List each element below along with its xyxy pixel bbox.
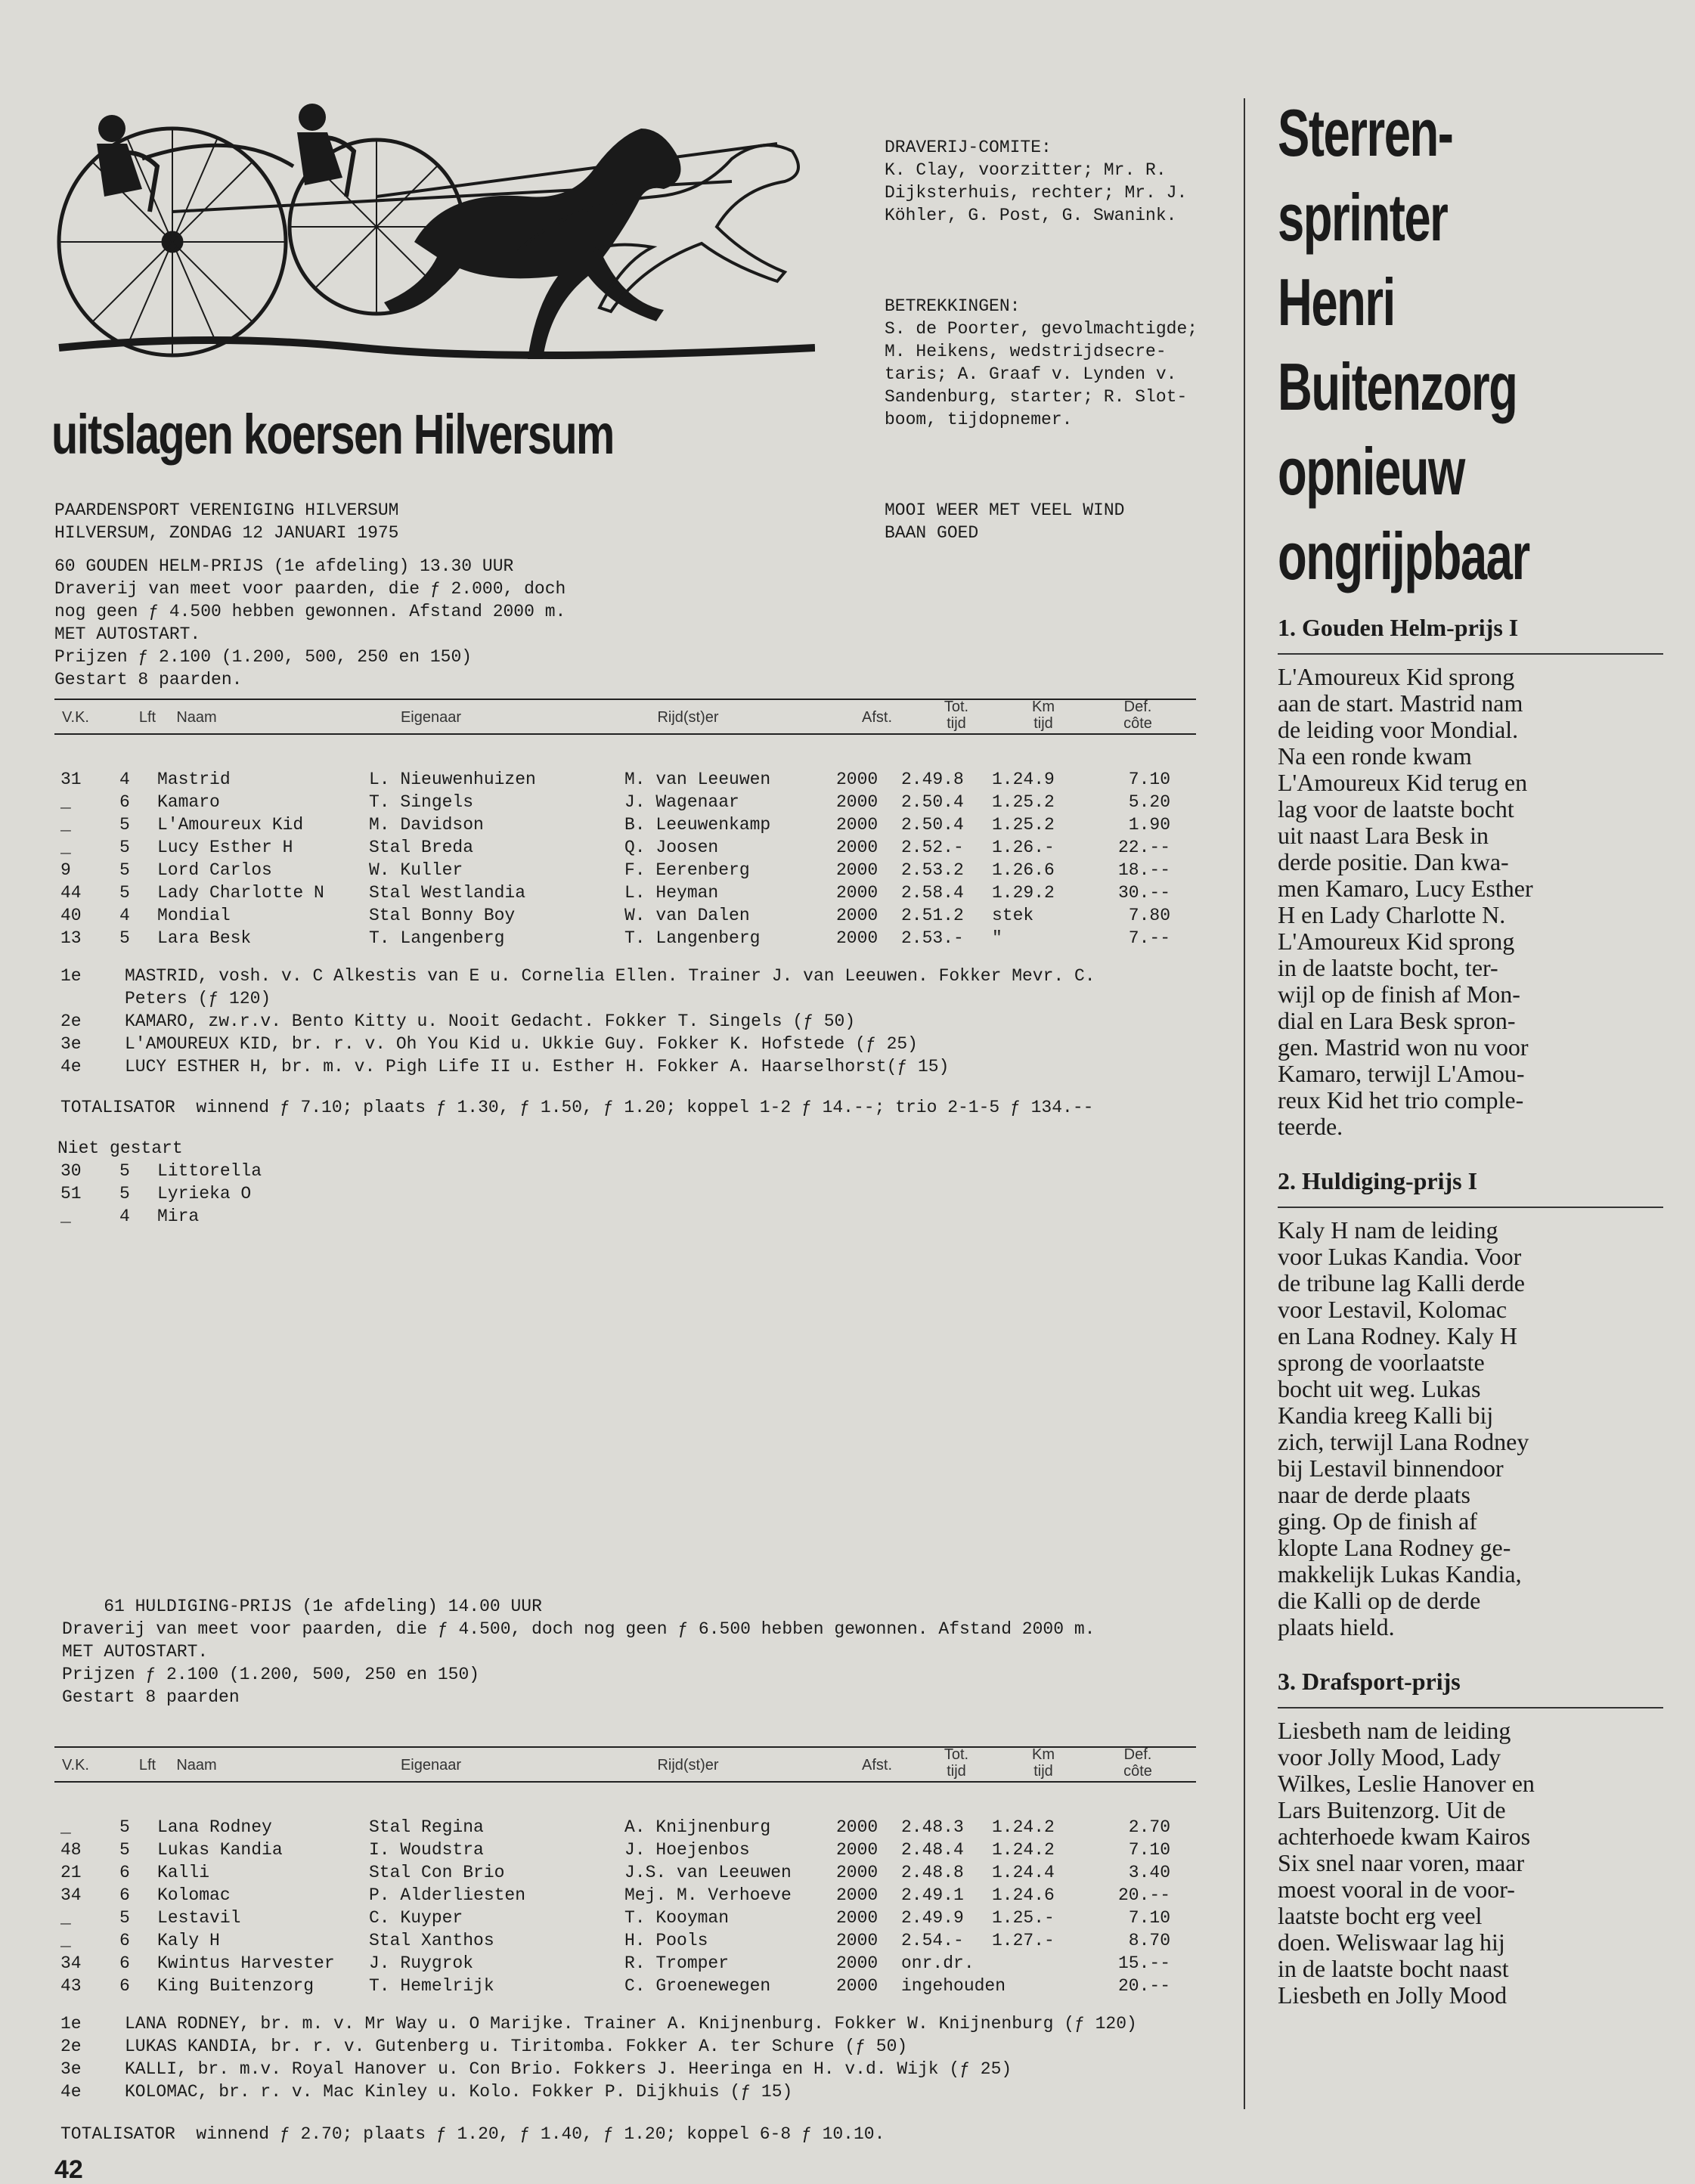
section-rule	[1278, 1207, 1663, 1208]
place-position: 4e	[60, 1057, 82, 1077]
place-description: LANA RODNEY, br. m. v. Mr Way u. O Marijke. Trainer A. Knijnenburg. Fokker W. Knijnenburg (ƒ 120)	[125, 2014, 1137, 2034]
section-line: gen. Mastrid won nu voor	[1278, 1033, 1529, 1061]
row-vk: 21	[60, 1863, 82, 1882]
row-lft: 5	[119, 1840, 130, 1860]
section-line: L'Amoureux Kid terug en	[1278, 769, 1528, 796]
column-header: Tot. tijd	[944, 1746, 969, 1780]
row-total-time: 2.48.3	[901, 1817, 964, 1837]
section-line: Wilkes, Leslie Hanover en	[1278, 1770, 1535, 1797]
row-km-time: 1.25.2	[992, 815, 1055, 835]
row-total-time: 2.48.8	[901, 1863, 964, 1882]
row-distance: 2000	[836, 1953, 878, 1973]
section-title: 3. Drafsport-prijs	[1278, 1668, 1461, 1695]
row-total-time: 2.48.4	[901, 1840, 964, 1860]
row-distance: 2000	[836, 815, 878, 835]
row-odds: 7.80	[1128, 906, 1170, 925]
section-title: 1. Gouden Helm-prijs I	[1278, 614, 1519, 641]
row-lft: 6	[119, 1885, 130, 1905]
row-total-time: 2.52.-	[901, 838, 964, 857]
row-lft: 5	[119, 883, 130, 903]
row-total-time: 2.50.4	[901, 792, 964, 812]
section-line: de leiding voor Mondial.	[1278, 716, 1519, 743]
row-owner: Stal Westlandia	[369, 883, 526, 903]
row-vk: 34	[60, 1885, 82, 1905]
section-line: derde positie. Dan kwa-	[1278, 848, 1509, 875]
section-rule	[1278, 1707, 1663, 1708]
totalisator: TOTALISATOR winnend ƒ 7.10; plaats ƒ 1.30, ƒ 1.50, ƒ 1.20; koppel 1-2 ƒ 14.--; trio 2-1-5 ƒ 134.--	[60, 1098, 1094, 1117]
place-description: LUCY ESTHER H, br. m. v. Pigh Life II u. Esther H. Fokker A. Haarselhorst(ƒ 15)	[125, 1057, 950, 1077]
row-horse: Lukas Kandia	[157, 1840, 283, 1860]
row-lft: 5	[119, 1908, 130, 1928]
row-horse: Mastrid	[157, 770, 231, 789]
row-horse: Lyrieka O	[157, 1184, 252, 1204]
section-line: Kamaro, terwijl L'Amou-	[1278, 1060, 1525, 1087]
section-line: in de laatste bocht, ter-	[1278, 954, 1498, 981]
column-header: Tot. tijd	[944, 699, 969, 732]
place-position: 1e	[60, 966, 82, 986]
row-vk: _	[60, 1207, 71, 1226]
intro-block: PAARDENSPORT VERENIGING HILVERSUM HILVERSUM, ZONDAG 12 JANUARI 1975	[54, 500, 399, 543]
row-lft: 5	[119, 815, 130, 835]
section-line: Kaly H nam de leiding	[1278, 1216, 1498, 1244]
row-distance: 2000	[836, 1817, 878, 1837]
section-line: L'Amoureux Kid sprong	[1278, 663, 1515, 690]
section-line: Six snel naar voren, maar	[1278, 1849, 1525, 1876]
row-driver: R. Tromper	[624, 1953, 730, 1973]
row-horse: Kolomac	[157, 1885, 231, 1905]
row-distance: 2000	[836, 838, 878, 857]
row-horse: Mira	[157, 1207, 200, 1226]
row-odds: 1.90	[1128, 815, 1170, 835]
row-driver: B. Leeuwenkamp	[624, 815, 771, 835]
row-total-time: 2.49.1	[901, 1885, 964, 1905]
row-distance: 2000	[836, 928, 878, 948]
row-lft: 6	[119, 1976, 130, 1996]
section-line: Kandia kreeg Kalli bij	[1278, 1402, 1494, 1429]
section-line: Lars Buitenzorg. Uit de	[1278, 1796, 1506, 1823]
section-line: voor Jolly Mood, Lady	[1278, 1743, 1501, 1770]
title-line: ongrijpbaar	[1278, 519, 1529, 593]
row-odds: 7.10	[1128, 1840, 1170, 1860]
row-lft: 4	[119, 770, 130, 789]
not-started-title: Niet gestart	[57, 1138, 183, 1158]
section-line: in de laatste bocht naast	[1278, 1955, 1509, 1982]
table-header-rule	[54, 733, 1196, 735]
section-line: naar de derde plaats	[1278, 1481, 1470, 1508]
row-distance: 2000	[836, 860, 878, 880]
row-lft: 4	[119, 906, 130, 925]
staff-paragraph: BETREKKINGEN: S. de Poorter, gevolmachtigde; M. Heikens, wedstrijdsecre- taris; A. Graaf v. Lynden v. Sandenburg, starter; R. Slot- boom, tijdopnemer.	[885, 296, 1198, 429]
section-line: achterhoede kwam Kairos	[1278, 1823, 1531, 1850]
row-horse: Kwintus Harvester	[157, 1953, 335, 1973]
section-line: voor Lestavil, Kolomac	[1278, 1296, 1508, 1323]
row-km-time: 1.26.-	[992, 838, 1055, 857]
row-km-time: 1.26.6	[992, 860, 1055, 880]
row-km-time: "	[992, 928, 1002, 948]
row-driver: M. van Leeuwen	[624, 770, 771, 789]
row-distance: 2000	[836, 792, 878, 812]
row-vk: 31	[60, 770, 82, 789]
section-line: Liesbeth en Jolly Mood	[1278, 1981, 1508, 2009]
row-km-time: 1.24.4	[992, 1863, 1055, 1882]
section-line: men Kamaro, Lucy Esther	[1278, 875, 1533, 902]
title-line: Henri	[1278, 265, 1395, 339]
row-km-time: 1.24.2	[992, 1817, 1055, 1837]
row-lft: 6	[119, 1953, 130, 1973]
row-lft: 5	[119, 928, 130, 948]
section-line: ging. Op de finish af	[1278, 1507, 1477, 1535]
section-line: lag voor de laatste bocht	[1278, 795, 1514, 822]
row-total-time: 2.50.4	[901, 815, 964, 835]
title-line: Sterren-	[1278, 95, 1453, 170]
row-odds: 7.10	[1128, 770, 1170, 789]
section-line: moest vooral in de voor-	[1278, 1876, 1515, 1903]
section-line: wijl op de finish af Mon-	[1278, 980, 1520, 1008]
row-odds: 2.70	[1128, 1817, 1170, 1837]
column-header: Lft	[138, 709, 156, 726]
section-line: H en Lady Charlotte N.	[1278, 901, 1506, 928]
row-odds: 22.--	[1117, 838, 1170, 857]
section-line: dial en Lara Besk spron-	[1278, 1007, 1516, 1034]
row-owner: T. Hemelrijk	[369, 1976, 494, 1996]
column-header: Naam	[176, 1757, 217, 1774]
row-horse: King Buitenzorg	[157, 1976, 315, 1996]
row-owner: Stal Breda	[369, 838, 474, 857]
row-vk: 30	[60, 1161, 82, 1181]
row-total-time: 2.53.-	[901, 928, 964, 948]
section-line: teerde.	[1278, 1113, 1343, 1140]
section-line: en Lana Rodney. Kaly H	[1278, 1322, 1517, 1349]
place-description: LUKAS KANDIA, br. r. v. Gutenberg u. Tiritomba. Fokker A. ter Schure (ƒ 50)	[125, 2037, 908, 2056]
row-vk: 51	[60, 1184, 82, 1204]
row-vk: 9	[60, 860, 71, 880]
title-line: Buitenzorg	[1278, 349, 1517, 424]
row-lft: 5	[119, 860, 130, 880]
section-rule	[1278, 653, 1663, 655]
section-line: uit naast Lara Besk in	[1278, 822, 1489, 849]
section-line: reux Kid het trio comple-	[1278, 1086, 1524, 1114]
side-article	[1278, 91, 1663, 2009]
row-vk: 43	[60, 1976, 82, 1996]
column-header: Km tijd	[1032, 1746, 1055, 1780]
weather-paragraph: MOOI WEER MET VEEL WIND BAAN GOED	[885, 500, 1125, 543]
row-horse: Kalli	[157, 1863, 210, 1882]
column-header: Afst.	[861, 709, 892, 726]
committee-paragraph: DRAVERIJ-COMITE: K. Clay, voorzitter; Mr. R. Dijksterhuis, rechter; Mr. J. Köhler, G. Post, G. Swanink.	[885, 138, 1188, 225]
article-section	[1278, 1166, 1663, 1640]
race1-description: 60 GOUDEN HELM-PRIJS (1e afdeling) 13.30 UUR Draverij van meet voor paarden, die ƒ 2.000, doch nog geen ƒ 4.500 hebben gewonnen. Afstand 2000 m. MET AUTOSTART. Prijzen ƒ 2.100 (1.200, 500, 250 en 150) Gestart 8 paarden.	[54, 556, 566, 689]
section-line: plaats hield.	[1278, 1613, 1395, 1640]
place-description: KALLI, br. m.v. Royal Hanover u. Con Brio. Fokkers J. Heeringa en H. v.d. Wijk (ƒ 25)	[125, 2059, 1012, 2079]
column-header: Def. côte	[1123, 1746, 1152, 1780]
row-driver: J.S. van Leeuwen	[624, 1863, 792, 1882]
row-total-time: 2.51.2	[901, 906, 964, 925]
section-line: de tribune lag Kalli derde	[1278, 1269, 1525, 1296]
row-km-time: 1.27.-	[992, 1931, 1055, 1950]
row-distance: 2000	[836, 1863, 878, 1882]
row-horse: Mondial	[157, 906, 231, 925]
column-header: Rijd(st)er	[657, 1757, 719, 1774]
row-km-time: stek	[992, 906, 1034, 925]
place-description: KAMARO, zw.r.v. Bento Kitty u. Nooit Gedacht. Fokker T. Singels (ƒ 50)	[125, 1011, 856, 1031]
row-vk: _	[60, 1931, 71, 1950]
section-line: aan de start. Mastrid nam	[1278, 689, 1523, 717]
section-line: zich, terwijl Lana Rodney	[1278, 1428, 1529, 1455]
row-horse: Littorella	[157, 1161, 262, 1181]
place-position: 4e	[60, 2082, 82, 2102]
row-odds: 8.70	[1128, 1931, 1170, 1950]
place-description: MASTRID, vosh. v. C Alkestis van E u. Cornelia Ellen. Trainer J. van Leeuwen. Fokker Mevr. C.	[125, 966, 1095, 986]
article-section	[1278, 612, 1663, 1140]
row-owner: Stal Regina	[369, 1817, 484, 1837]
column-header: V.K.	[62, 1757, 89, 1774]
row-vk: 44	[60, 883, 82, 903]
harness-racing-illustration	[51, 98, 815, 370]
row-owner: W. Kuller	[369, 860, 463, 880]
row-driver: L. Heyman	[624, 883, 719, 903]
row-odds: 30.--	[1117, 883, 1170, 903]
row-owner: M. Davidson	[369, 815, 484, 835]
column-header: V.K.	[62, 709, 89, 726]
row-distance: 2000	[836, 1908, 878, 1928]
row-lft: 5	[119, 1161, 130, 1181]
row-km-time: 1.24.2	[992, 1840, 1055, 1860]
row-total-time: 2.58.4	[901, 883, 964, 903]
row-lft: 5	[119, 1817, 130, 1837]
row-owner: I. Woudstra	[369, 1840, 484, 1860]
row-total-time: 2.49.8	[901, 770, 964, 789]
row-distance: 2000	[836, 1840, 878, 1860]
row-distance: 2000	[836, 906, 878, 925]
headline: uitslagen koersen Hilversum	[51, 403, 614, 466]
column-header: Lft	[138, 1757, 156, 1774]
section-line: bocht uit weg. Lukas	[1278, 1375, 1481, 1402]
section-line: doen. Weliswaar lag hij	[1278, 1928, 1505, 1956]
row-driver: W. van Dalen	[624, 906, 750, 925]
row-vk: 40	[60, 906, 82, 925]
article-section	[1278, 1666, 1663, 2009]
row-distance: 2000	[836, 1976, 878, 1996]
row-driver: Mej. M. Verhoeve	[624, 1885, 792, 1905]
row-driver: A. Knijnenburg	[624, 1817, 771, 1837]
column-header: Def. côte	[1123, 699, 1152, 732]
row-km-time: 1.25.2	[992, 792, 1055, 812]
section-line: laatste bocht erg veel	[1278, 1902, 1483, 1929]
row-vk: _	[60, 815, 71, 835]
section-line: bij Lestavil binnendoor	[1278, 1454, 1504, 1482]
place-position: 3e	[60, 1034, 82, 1054]
row-total-time: 2.53.2	[901, 860, 964, 880]
row-owner: Stal Con Brio	[369, 1863, 505, 1882]
row-driver: T. Langenberg	[624, 928, 761, 948]
row-vk: 48	[60, 1840, 82, 1860]
section-title: 2. Huldiging-prijs I	[1278, 1167, 1478, 1194]
row-distance: 2000	[836, 1885, 878, 1905]
row-vk: _	[60, 1817, 71, 1837]
row-owner: L. Nieuwenhuizen	[369, 770, 536, 789]
column-divider	[1244, 98, 1245, 2109]
row-odds: 20.--	[1117, 1885, 1170, 1905]
section-line: voor Lukas Kandia. Voor	[1278, 1243, 1522, 1270]
page-number: 42	[54, 2156, 83, 2183]
row-lft: 4	[119, 1207, 130, 1226]
row-km-time: 1.24.6	[992, 1885, 1055, 1905]
row-vk: _	[60, 792, 71, 812]
row-km-time: 1.24.9	[992, 770, 1055, 789]
totalisator: TOTALISATOR winnend ƒ 2.70; plaats ƒ 1.20, ƒ 1.40, ƒ 1.20; koppel 6-8 ƒ 10.10.	[60, 2124, 885, 2144]
place-position: 2e	[60, 2037, 82, 2056]
section-line: die Kalli op de derde	[1278, 1587, 1481, 1614]
section-line: L'Amoureux Kid sprong	[1278, 928, 1515, 955]
row-total-time: 2.49.9	[901, 1908, 964, 1928]
row-odds: 18.--	[1117, 860, 1170, 880]
place-position: 2e	[60, 1011, 82, 1031]
row-odds: 20.--	[1117, 1976, 1170, 1996]
row-owner: T. Singels	[369, 792, 474, 812]
column-header: Afst.	[861, 1757, 892, 1774]
place-description: KOLOMAC, br. r. v. Mac Kinley u. Kolo. Fokker P. Dijkhuis (ƒ 15)	[125, 2082, 793, 2102]
row-driver: J. Wagenaar	[624, 792, 739, 812]
table-header-rule	[54, 1781, 1196, 1783]
row-horse: Kaly H	[157, 1931, 220, 1950]
committee-block	[885, 91, 1247, 590]
row-owner: Stal Bonny Boy	[369, 906, 516, 925]
row-lft: 5	[119, 838, 130, 857]
row-vk: 13	[60, 928, 82, 948]
row-total-time: onr.dr.	[901, 1953, 975, 1973]
column-header: Naam	[176, 709, 217, 726]
row-owner: C. Kuyper	[369, 1908, 463, 1928]
row-lft: 6	[119, 1931, 130, 1950]
row-odds: 7.10	[1128, 1908, 1170, 1928]
row-owner: P. Alderliesten	[369, 1885, 526, 1905]
column-header: Rijd(st)er	[657, 709, 719, 726]
race2-description: 61 HULDIGING-PRIJS (1e afdeling) 14.00 UUR Draverij van meet voor paarden, die ƒ 4.500, doch nog geen ƒ 6.500 hebben gewonnen. Afstand 2000 m. MET AUTOSTART. Prijzen ƒ 2.100 (1.200, 500, 250 en 150) Gestart 8 paarden	[62, 1597, 1095, 1707]
row-horse: Lestavil	[157, 1908, 241, 1928]
row-lft: 5	[119, 1184, 130, 1204]
row-total-time: ingehouden	[901, 1976, 1006, 1996]
row-distance: 2000	[836, 770, 878, 789]
row-vk: _	[60, 838, 71, 857]
title-line: sprinter	[1278, 180, 1448, 255]
row-driver: J. Hoejenbos	[624, 1840, 750, 1860]
article-title	[1278, 91, 1663, 612]
row-owner: T. Langenberg	[369, 928, 505, 948]
row-horse: L'Amoureux Kid	[157, 815, 304, 835]
row-odds: 7.--	[1128, 928, 1170, 948]
row-driver: F. Eerenberg	[624, 860, 750, 880]
row-lft: 6	[119, 1863, 130, 1882]
section-line: klopte Lana Rodney ge-	[1278, 1534, 1511, 1561]
row-driver: C. Groenewegen	[624, 1976, 771, 1996]
section-line: Na een ronde kwam	[1278, 742, 1472, 770]
row-vk: _	[60, 1908, 71, 1928]
row-horse: Kamaro	[157, 792, 220, 812]
row-owner: Stal Xanthos	[369, 1931, 494, 1950]
row-driver: H. Pools	[624, 1931, 708, 1950]
row-driver: T. Kooyman	[624, 1908, 730, 1928]
title-line: opnieuw	[1278, 434, 1464, 509]
section-line: sprong de voorlaatste	[1278, 1349, 1485, 1376]
row-horse: Lucy Esther H	[157, 838, 293, 857]
row-distance: 2000	[836, 883, 878, 903]
row-horse: Lana Rodney	[157, 1817, 272, 1837]
row-owner: J. Ruygrok	[369, 1953, 474, 1973]
row-horse: Lara Besk	[157, 928, 252, 948]
row-total-time: 2.54.-	[901, 1931, 964, 1950]
column-header: Km tijd	[1032, 699, 1055, 732]
row-driver: Q. Joosen	[624, 838, 719, 857]
section-line: Liesbeth nam de leiding	[1278, 1717, 1511, 1744]
row-vk: 34	[60, 1953, 82, 1973]
row-km-time: 1.25.-	[992, 1908, 1055, 1928]
row-odds: 3.40	[1128, 1863, 1170, 1882]
column-header: Eigenaar	[400, 1757, 462, 1774]
place-description: Peters (ƒ 120)	[125, 989, 271, 1008]
row-horse: Lady Charlotte N	[157, 883, 324, 903]
row-odds: 5.20	[1128, 792, 1170, 812]
row-lft: 6	[119, 792, 130, 812]
row-odds: 15.--	[1117, 1953, 1170, 1973]
section-line: makkelijk Lukas Kandia,	[1278, 1560, 1522, 1588]
row-horse: Lord Carlos	[157, 860, 272, 880]
place-position: 1e	[60, 2014, 82, 2034]
place-position: 3e	[60, 2059, 82, 2079]
row-km-time: 1.29.2	[992, 883, 1055, 903]
row-distance: 2000	[836, 1931, 878, 1950]
column-header: Eigenaar	[400, 709, 462, 726]
place-description: L'AMOUREUX KID, br. r. v. Oh You Kid u. Ukkie Guy. Fokker K. Hofstede (ƒ 25)	[125, 1034, 918, 1054]
